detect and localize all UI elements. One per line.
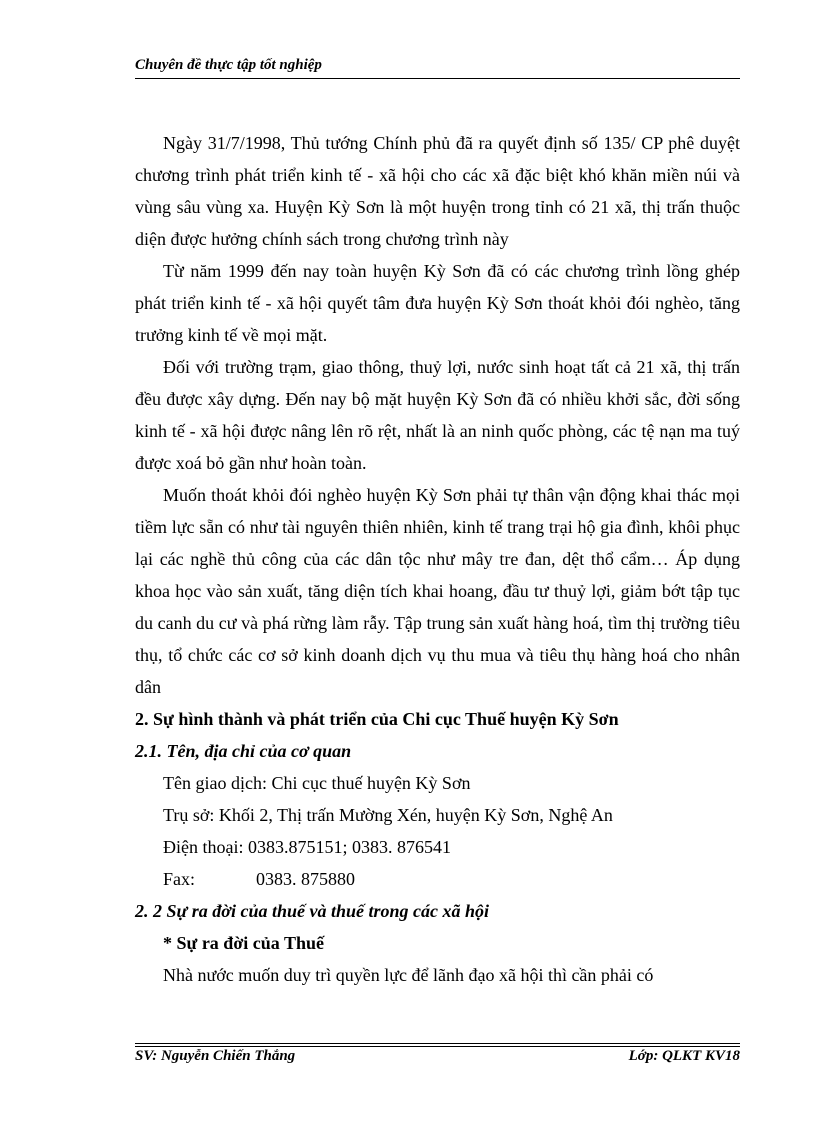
paragraph-3: Đối với trường trạm, giao thông, thuỷ lợi, nước sinh hoạt tất cả 21 xã, thị trấn đều được xây dựng. Đến nay bộ mặt huyện Kỳ Sơn đã có nhiều khởi sắc, đời sống kinh tế - xã hội được nâng lên rõ rệt, nhất là an ninh quốc phòng, các tệ nạn ma tuý được xoá bỏ gần như hoàn toàn. <box>135 357 740 473</box>
footer-rule <box>135 1043 740 1044</box>
fax-label: Fax: <box>163 869 196 889</box>
footer-class: Lớp: QLKT KV18 <box>628 1048 740 1064</box>
footer-student-name: SV: Nguyễn Chiến Thắng <box>135 1048 296 1064</box>
section-2-2-heading: 2. 2 Sự ra đời của thuế và thuế trong các xã hội <box>135 901 489 921</box>
footer-rule-thin <box>135 1046 740 1047</box>
paragraph-2: Từ năm 1999 đến nay toàn huyện Kỳ Sơn đã có các chương trình lồng ghép phát triển kinh tế - xã hội quyết tâm đưa huyện Kỳ Sơn thoát khỏi đói nghèo, tăng trưởng kinh tế về mọi mặt. <box>135 261 740 345</box>
tax-origin-subheading: * Sự ra đời của Thuế <box>163 933 324 953</box>
section-2-1-heading: 2.1. Tên, địa chỉ của cơ quan <box>135 741 352 761</box>
fax-line <box>135 863 740 895</box>
office-address-line: Trụ sở: Khối 2, Thị trấn Mường Xén, huyện Kỳ Sơn, Nghệ An <box>163 805 613 825</box>
trade-name-line: Tên giao dịch: Chi cục thuế huyện Kỳ Sơn <box>163 773 471 793</box>
section-2-heading: 2. Sự hình thành và phát triển của Chi cục Thuế huyện Kỳ Sơn <box>135 709 619 729</box>
page-body <box>135 127 740 991</box>
fax-value: 0383. 875880 <box>256 869 355 889</box>
paragraph-4: Muốn thoát khỏi đói nghèo huyện Kỳ Sơn phải tự thân vận động khai thác mọi tiềm lực sẵn có như tài nguyên thiên nhiên, kinh tế trang trại hộ gia đình, khôi phục lại các nghề thủ công của các dân tộc như mây tre đan, dệt thổ cẩm… Áp dụng khoa học vào sản xuất, tăng diện tích khai hoang, đầu tư thuỷ lợi, giảm bớt tập tục du canh du cư và phá rừng làm rẫy. Tập trung sản xuất hàng hoá, tìm thị trường tiêu thụ, tổ chức các cơ sở kinh doanh dịch vụ thu mua và tiêu thụ hàng hoá cho nhân dân <box>135 485 740 697</box>
tax-origin-text: Nhà nước muốn duy trì quyền lực để lãnh đạo xã hội thì cần phải có <box>163 965 654 985</box>
paragraph-1: Ngày 31/7/1998, Thủ tướng Chính phủ đã ra quyết định số 135/ CP phê duyệt chương trình phát triển kinh tế - xã hội cho các xã đặc biệt khó khăn miền núi và vùng sâu vùng xa. Huyện Kỳ Sơn là một huyện trong tỉnh có 21 xã, thị trấn thuộc diện được hưởng chính sách trong chương trình này <box>135 133 740 249</box>
header-rule <box>135 78 740 79</box>
page-header-title: Chuyên đề thực tập tốt nghiệp <box>135 57 322 73</box>
page-footer <box>135 1048 740 1070</box>
phone-line: Điện thoại: 0383.875151; 0383. 876541 <box>163 837 451 857</box>
